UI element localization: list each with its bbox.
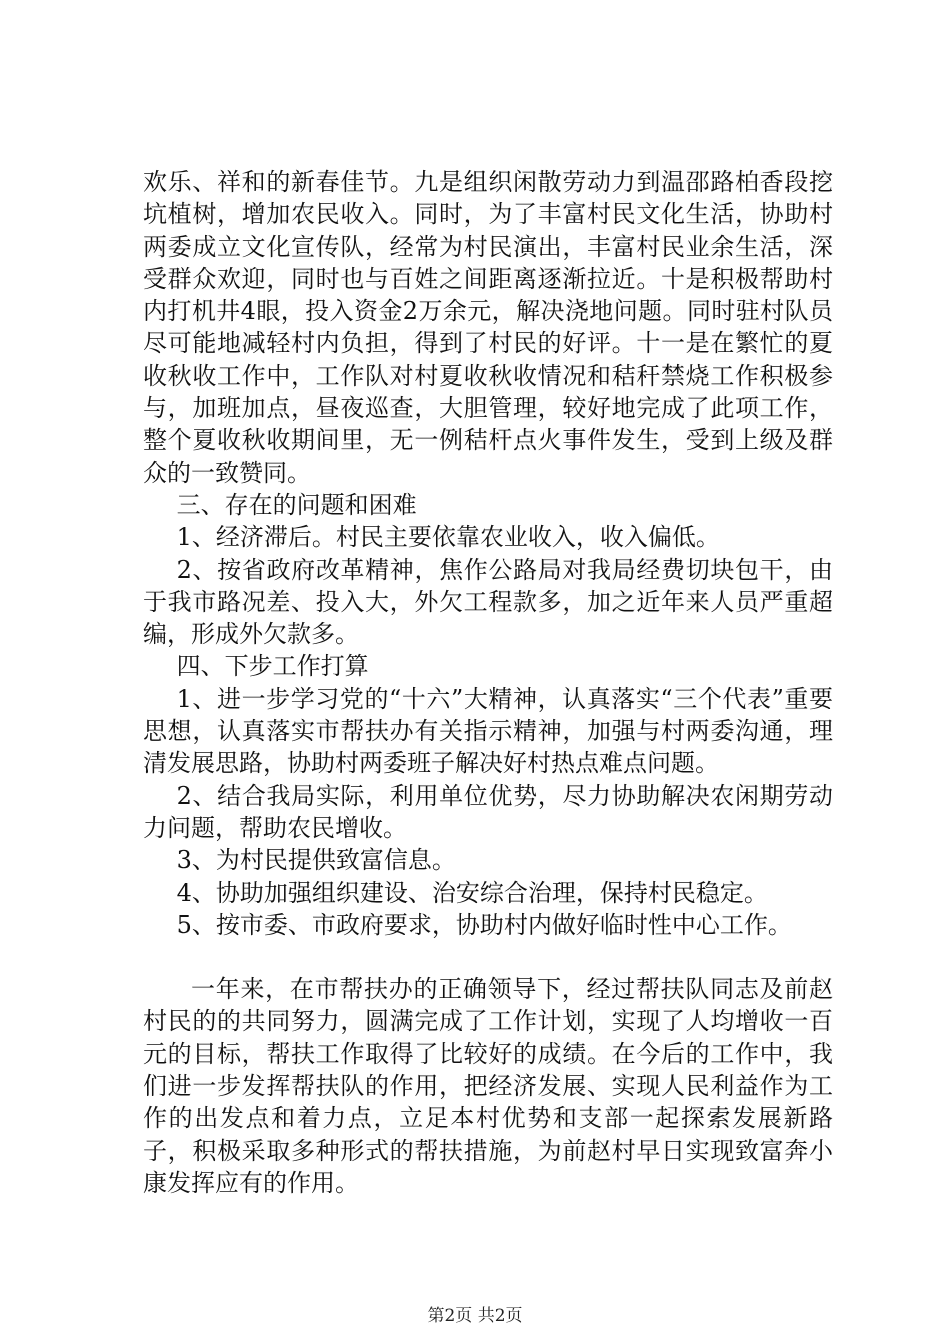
paragraph-plan-4: 4、协助加强组织建设、治安综合治理，保持村民稳定。 — [176, 878, 768, 907]
section-heading-plans: 四、下步工作打算 — [176, 652, 369, 681]
document-body — [143, 166, 833, 1199]
section-heading-problems: 三、存在的问题和困难 — [176, 490, 417, 519]
paragraph-continuation: 欢乐、祥和的新春佳节。九是组织闲散劳动力到温邵路柏香段挖坑植树，增加农民收入。同时，为了丰富村民文化生活，协助村两委成立文化宣传队，经常为村民演出，丰富村民业余生活，深受群众欢迎，同时也与百姓之间距离逐渐拉近。十是积极帮助村内打机井4眼，投入资金2万余元，解决浇地问题。同时驻村队员尽可能地减轻村内负担，得到了村民的好评。十一是在繁忙的夏收秋收工作中，工作队对村夏收秋收情况和秸秆禁烧工作积极参与，加班加点，昼夜巡查，大胆管理，较好地完成了此项工作，整个夏收秋收期间里，无一例秸杆点火事件发生，受到上级及群众的一致赞同。 — [143, 168, 833, 487]
paragraph-plan-5: 5、按市委、市政府要求，协助村内做好临时性中心工作。 — [176, 910, 792, 939]
paragraph-conclusion: 一年来，在市帮扶办的正确领导下，经过帮扶队同志及前赵村民的的共同努力，圆满完成了工作计划，实现了人均增收一百元的目标，帮扶工作取得了比较好的成绩。在今后的工作中，我们进一步发挥帮扶队的作用，把经济发展、实现人民利益作为工作的出发点和着力点，立足本村优势和支部一起探索发展新路子，积极采取多种形式的帮扶措施，为前赵村早日实现致富奔小康发挥应有的作用。 — [143, 975, 833, 1197]
paragraph-gap — [143, 941, 833, 973]
paragraph-problem-1: 1、经济滞后。村民主要依靠农业收入，收入偏低。 — [176, 523, 720, 552]
paragraph-plan-2: 2、结合我局实际，利用单位优势，尽力协助解决农闲期劳动力问题，帮助农民增收。 — [143, 781, 833, 842]
page-number-footer: 第2页 共2页 — [427, 1306, 523, 1326]
paragraph-plan-1: 1、进一步学习党的“十六”大精神，认真落实“三个代表”重要思想，认真落实市帮扶办有关指示精神，加强与村两委沟通，理清发展思路，协助村两委班子解决好村热点难点问题。 — [143, 684, 833, 778]
paragraph-problem-2: 2、按省政府改革精神，焦作公路局对我局经费切块包干，由于我市路况差、投入大，外欠工程款多，加之近年来人员严重超编，形成外欠款多。 — [143, 555, 833, 649]
paragraph-plan-3: 3、为村民提供致富信息。 — [176, 846, 456, 875]
